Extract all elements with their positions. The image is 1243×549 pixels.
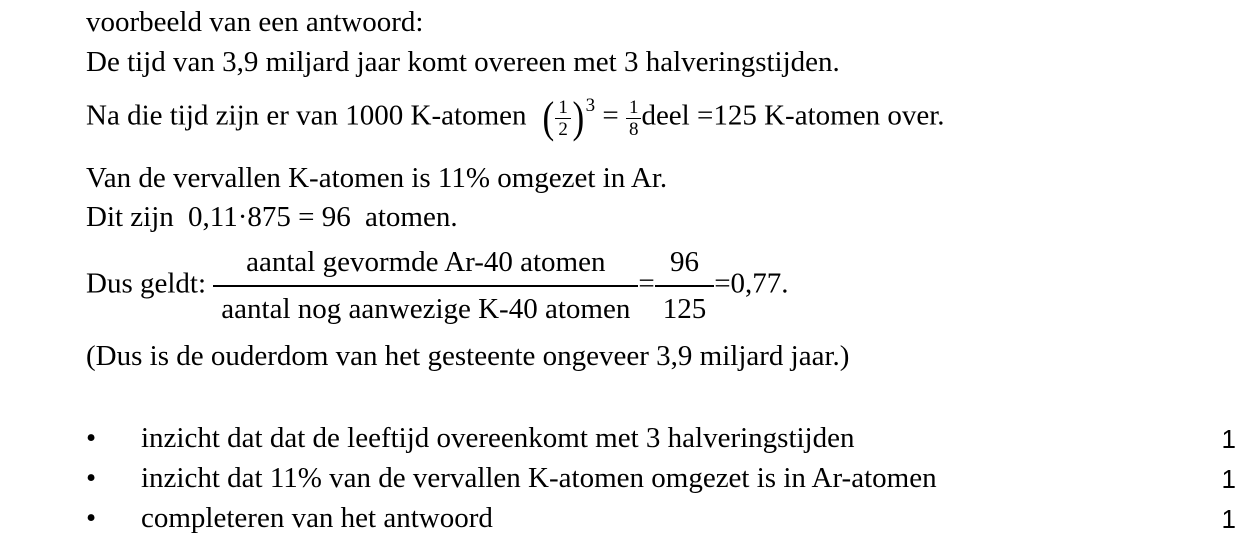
half-denominator: 2 [558, 118, 568, 140]
conclusion-line: (Dus is de ouderdom van het gesteente ongeveer 3,9 miljard jaar.) [86, 340, 850, 372]
answer-heading: voorbeeld van een antwoord: [86, 6, 424, 38]
right-paren: ) [572, 93, 585, 142]
halflives-line: De tijd van 3,9 miljard jaar komt overeen met 3 halveringstijden. [86, 46, 840, 78]
equals-sign: = [714, 267, 731, 300]
remaining-atoms-line [86, 93, 945, 142]
criterion-text: inzicht dat dat de leeftijd overeenkomt met 3 halveringstijden [141, 422, 855, 454]
half-fraction [555, 98, 571, 139]
ratio-prefix: Dus geldt: [86, 267, 207, 300]
ratio-line [86, 248, 789, 324]
value-numerator: 96 [669, 246, 699, 278]
atoms-suffix: atomen. [364, 201, 458, 233]
bullet-icon: • [86, 502, 97, 534]
exponent: 3 [585, 94, 596, 116]
atoms-line [86, 203, 458, 232]
equals-sign: = [697, 99, 714, 132]
criterion-score: 1 [1221, 424, 1236, 454]
converted-line: Van de vervallen K-atomen is 11% omgezet in Ar. [86, 162, 668, 194]
ratio-numerator: aantal gevormde Ar-40 atomen [246, 246, 606, 278]
remaining-value: 125 [713, 99, 757, 132]
equals-sign: = [602, 99, 619, 132]
value-denominator: 125 [662, 292, 707, 325]
criterion-score: 1 [1221, 464, 1236, 494]
ratio-fraction [213, 248, 638, 324]
criterion-text: completeren van het antwoord [141, 502, 493, 534]
criterion-score: 1 [1221, 504, 1236, 534]
eighth-fraction [626, 98, 642, 139]
ratio-denominator: aantal nog aanwezige K-40 atomen [221, 292, 631, 325]
criterion-text: inzicht dat 11% van de vervallen K-atomen omgezet is in Ar-atomen [141, 462, 937, 494]
remaining-prefix: Na die tijd zijn er van 1000 K-atomen [86, 99, 527, 132]
remaining-suffix: K-atomen over. [764, 99, 945, 132]
atoms-expression: 0,11·875 = 96 [188, 201, 351, 233]
half-numerator: 1 [558, 96, 568, 118]
bullet-icon: • [86, 422, 97, 454]
atoms-prefix: Dit zijn [86, 201, 174, 233]
left-paren: ( [542, 93, 554, 142]
bullet-icon: • [86, 462, 97, 494]
deel-word: deel [641, 99, 690, 132]
ratio-result: 0,77. [730, 267, 789, 300]
eighth-denominator: 8 [628, 118, 639, 140]
equals-sign: = [638, 267, 655, 300]
value-fraction [655, 248, 715, 324]
eighth-numerator: 1 [628, 96, 639, 118]
